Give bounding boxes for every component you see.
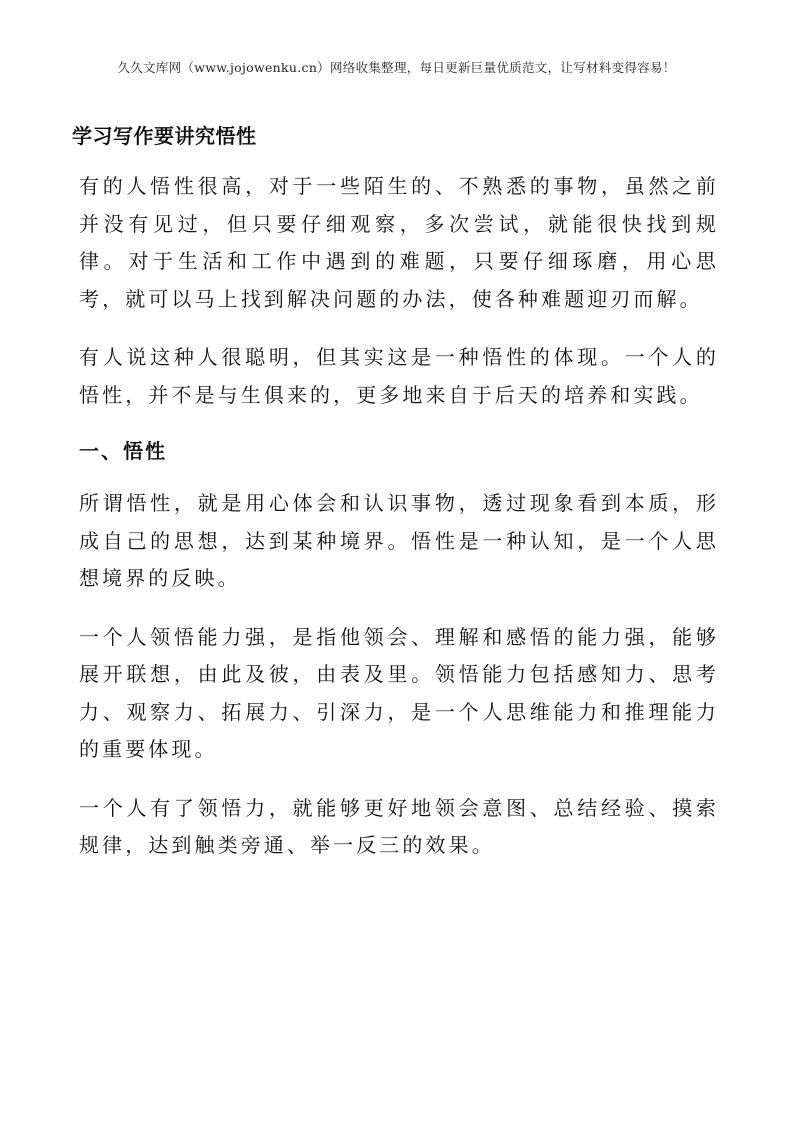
body-paragraph: 一个人有了领悟力，就能够更好地领会意图、总结经验、摸索规律，达到触类旁通、举一反三的效果。 — [79, 795, 719, 857]
section-heading: 一、悟性 — [79, 439, 167, 463]
page-header-text: 久久文库网（www.jojowenku.cn）网络收集整理，每日更新巨量优质范文，让写材料变得容易！ — [117, 60, 676, 75]
body-paragraph: 有人说这种人很聪明，但其实这是一种悟性的体现。一个人的悟性，并不是与生俱来的，更多地来自于后天的培养和实践。 — [79, 345, 719, 407]
document-title: 学习写作要讲究悟性 — [72, 124, 257, 148]
body-paragraph: 一个人领悟能力强，是指他领会、理解和感悟的能力强，能够展开联想，由此及彼，由表及里。领悟能力包括感知力、思考力、观察力、拓展力、引深力，是一个人思维能力和推理能力的重要体现。 — [79, 624, 719, 761]
body-paragraph: 所谓悟性，就是用心体会和认识事物，透过现象看到本质，形成自己的思想，达到某种境界。悟性是一种认知，是一个人思想境界的反映。 — [79, 491, 719, 590]
document-body — [72, 120, 719, 886]
body-paragraph: 有的人悟性很高，对于一些陌生的、不熟悉的事物，虽然之前并没有见过，但只要仔细观察，多次尝试，就能很快找到规律。对于生活和工作中遇到的难题，只要仔细琢磨，用心思考，就可以马上找到解决问题的办法，使各种难题迎刃而解。 — [79, 174, 719, 311]
